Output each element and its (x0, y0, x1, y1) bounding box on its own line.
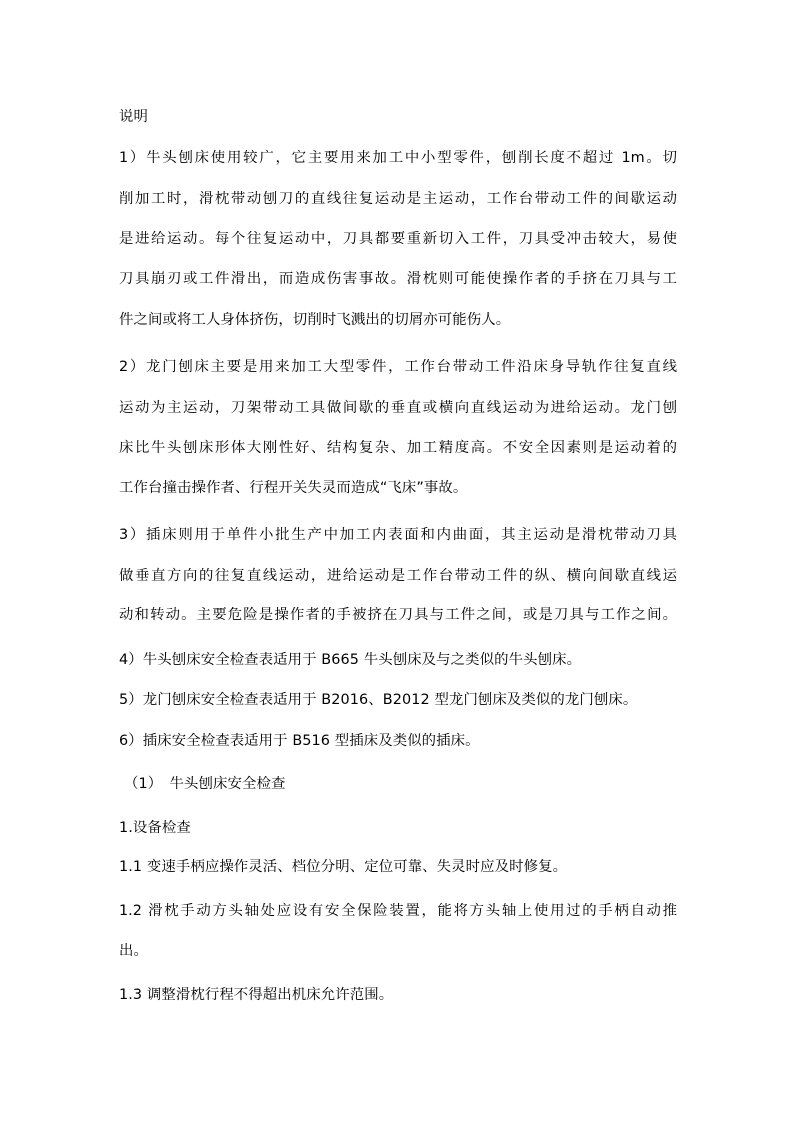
paragraph-line: 5）龙门刨床安全检查表适用于 B2016、B2012 型龙门刨床及类似的龙门刨床。 (119, 692, 638, 708)
paragraph-line: 刀具崩刃或工件滑出，而造成伤害事故。滑枕则可能使操作者的手挤在刀具与工 (119, 271, 677, 287)
checklist-item-continuation: 出。 (119, 943, 148, 959)
checklist-item: 1.1 变速手柄应操作灵活、档位分明、定位可靠、失灵时应及时修复。 (119, 859, 568, 875)
subsection-heading: 1.设备检查 (119, 820, 191, 836)
paragraph-line: 床比牛头刨床形体大刚性好、结构复杂、加工精度高。不安全因素则是运动着的 (119, 440, 677, 456)
paragraph-line: 动和转动。主要危险是操作者的手被挤在刀具与工件之间，或是刀具与工作之间。 (119, 607, 677, 623)
paragraph-line: 件之间或将工人身体挤伤，切削时飞溅出的切屑亦可能伤人。 (119, 312, 511, 328)
document-heading: 说明 (119, 109, 148, 125)
paragraph-line: 3）插床则用于单件小批生产中加工内表面和内曲面，其主运动是滑枕带动刀具 (119, 527, 677, 543)
checklist-item: 1.2 滑枕手动方头轴处应设有安全保险装置，能将方头轴上使用过的手柄自动推 (119, 903, 677, 919)
section-heading: （1） 牛头刨床安全检查 (124, 776, 286, 792)
paragraph-line: 1）牛头刨床使用较广，它主要用来加工中小型零件，刨削长度不超过 1m。切 (119, 150, 677, 166)
paragraph-line: 削加工时，滑枕带动刨刀的直线往复运动是主运动，工作台带动工件的间歇运动 (119, 191, 677, 207)
paragraph-line: 工作台撞击操作者、行程开关失灵而造成“飞床”事故。 (119, 480, 468, 496)
paragraph-line: 2）龙门刨床主要是用来加工大型零件，工作台带动工件沿床身导轨作往复直线 (119, 359, 677, 375)
paragraph-line: 运动为主运动，刀架带动工具做间歇的垂直或横向直线运动为进给运动。龙门刨 (119, 400, 677, 416)
checklist-item: 1.3 调整滑枕行程不得超出机床允许范围。 (119, 987, 394, 1003)
paragraph-line: 6）插床安全检查表适用于 B516 型插床及类似的插床。 (119, 733, 480, 749)
paragraph-line: 4）牛头刨床安全检查表适用于 B665 牛头刨床及与之类似的牛头刨床。 (119, 652, 582, 668)
paragraph-line: 是进给运动。每个往复运动中，刀具都要重新切入工件，刀具受冲击较大，易使 (119, 231, 677, 247)
paragraph-line: 做垂直方向的往复直线运动，进给运动是工作台带动工件的纵、横向间歇直线运 (119, 568, 677, 584)
